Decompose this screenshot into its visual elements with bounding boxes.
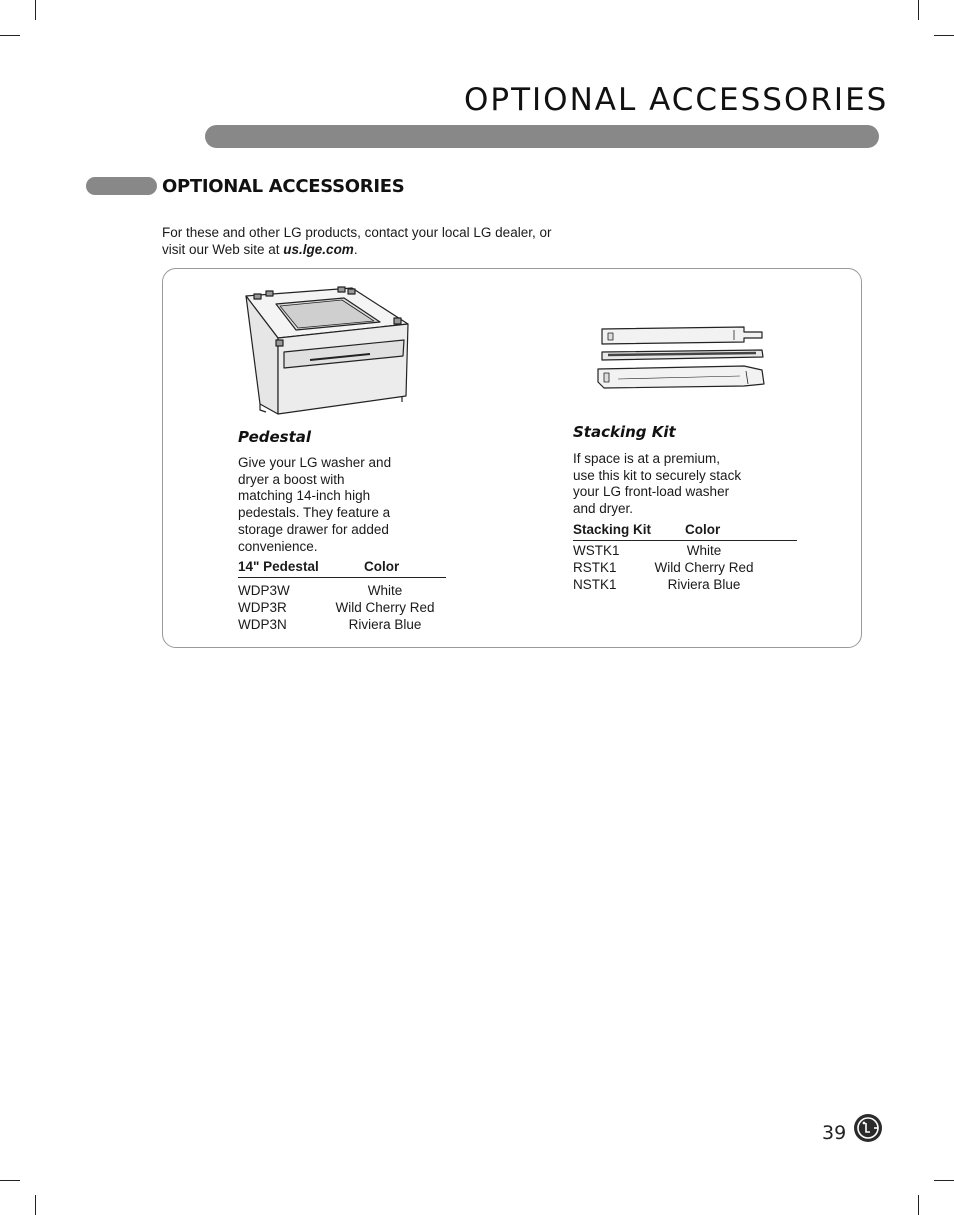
stacking-kit-description: If space is at a premium, use this kit to securely stack your LG front-load washer and dryer. <box>573 451 742 517</box>
table-cell-color: Wild Cherry Red <box>654 560 754 575</box>
table-cell-color: White <box>686 543 722 558</box>
crop-mark <box>934 1180 954 1181</box>
table-cell-color: Wild Cherry Red <box>335 600 435 615</box>
table-cell-model: WDP3R <box>238 600 287 615</box>
table-cell-model: WDP3N <box>238 617 287 632</box>
stacking-kit-title: Stacking Kit <box>573 423 676 441</box>
crop-mark <box>35 0 36 20</box>
intro-line-2 <box>162 241 612 258</box>
section-pill <box>86 177 157 195</box>
intro-line-1: For these and other LG products, contact your local LG dealer, or <box>162 225 552 240</box>
table-header-model: Stacking Kit <box>573 522 652 537</box>
table-row <box>573 577 797 594</box>
table-cell-model: RSTK1 <box>573 560 617 575</box>
table-header-model: 14" Pedestal <box>238 559 319 574</box>
pedestal-title: Pedestal <box>238 428 312 446</box>
table-row <box>238 617 446 634</box>
intro-line-2-suffix: . <box>353 242 358 257</box>
crop-mark <box>0 35 20 36</box>
crop-mark <box>918 1195 919 1215</box>
table-cell-model: WDP3W <box>238 583 290 598</box>
stacking-kit-illustration <box>594 324 768 390</box>
table-cell-model: NSTK1 <box>573 577 617 592</box>
table-header-color: Color <box>364 559 400 574</box>
intro-line-2-prefix: visit our Web site at <box>162 242 284 257</box>
table-cell-color: Riviera Blue <box>667 577 741 592</box>
table-cell-color: White <box>367 583 403 598</box>
table-row <box>573 543 797 560</box>
header-bar <box>205 125 879 148</box>
table-row <box>238 600 446 617</box>
website-link[interactable]: us.lge.com <box>283 242 354 257</box>
crop-mark <box>918 0 919 20</box>
lg-logo-icon <box>853 1113 883 1143</box>
table-row <box>573 560 797 577</box>
table-cell-color: Riviera Blue <box>348 617 422 632</box>
stacking-kit-table <box>573 522 797 594</box>
crop-mark <box>0 1180 20 1181</box>
table-header <box>238 559 446 578</box>
page-header-title: OPTIONAL ACCESSORIES <box>464 82 889 118</box>
page-number: 39 <box>822 1122 847 1144</box>
section-title: OPTIONAL ACCESSORIES <box>162 176 405 197</box>
table-header-color: Color <box>685 522 721 537</box>
table-cell-model: WSTK1 <box>573 543 620 558</box>
crop-mark <box>35 1195 36 1215</box>
table-header <box>573 522 797 541</box>
intro-text <box>162 224 612 258</box>
pedestal-description: Give your LG washer and dryer a boost with matching 14-inch high pedestals. They feature a storage drawer for added convenience. <box>238 455 392 554</box>
table-row <box>238 583 446 600</box>
pedestal-illustration <box>240 284 412 418</box>
pedestal-table <box>238 559 446 634</box>
crop-mark <box>934 35 954 36</box>
